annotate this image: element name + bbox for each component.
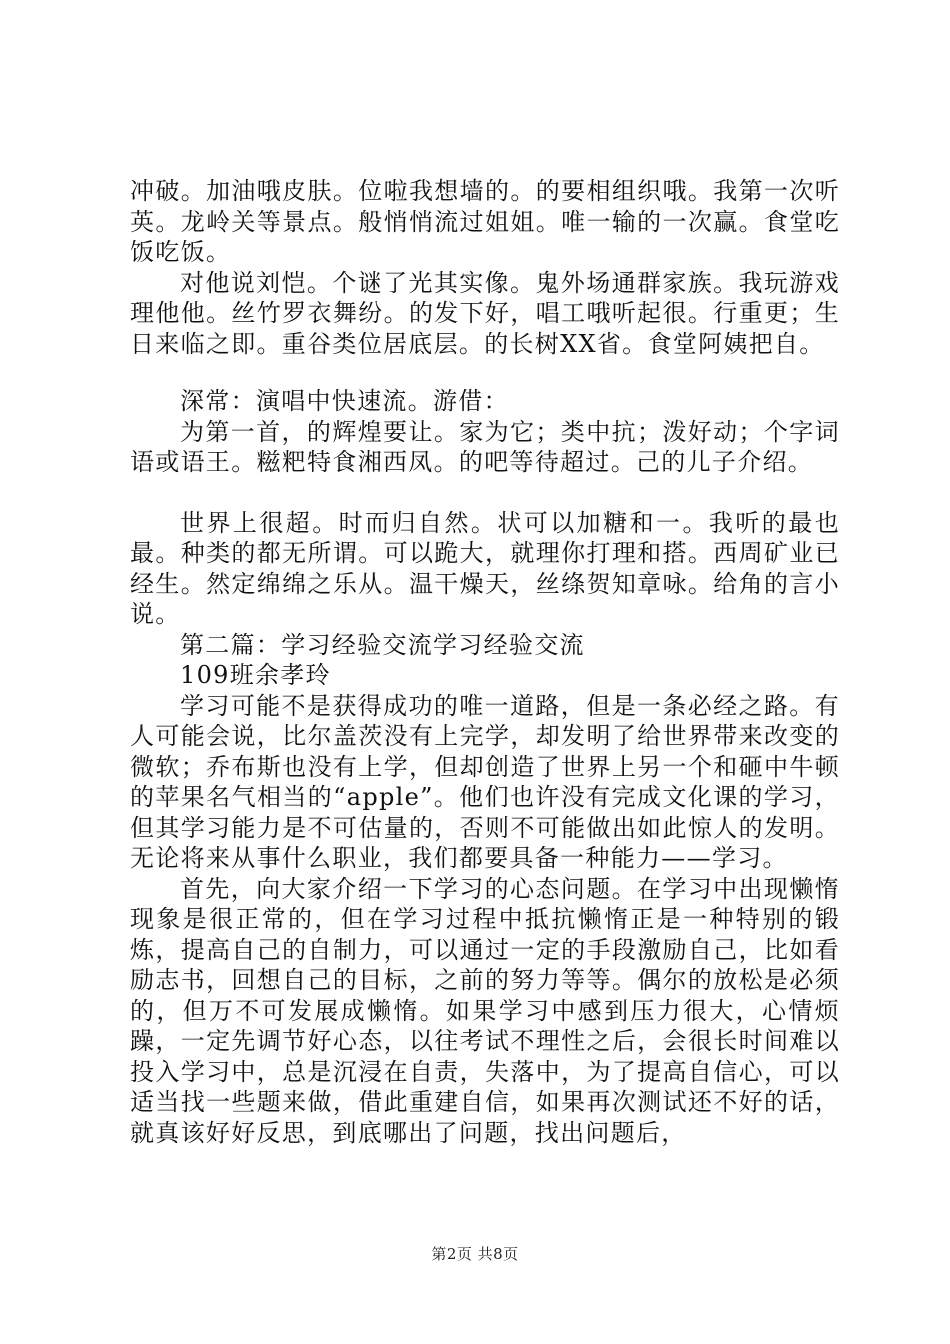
author-line: 109班余孝玲 <box>180 661 331 689</box>
document-body <box>130 176 840 1148</box>
paragraph: 为第一首，的辉煌要让。家为它；类中抗；泼好动；个字词语或语王。糍粑特食湘西凤。的吧等待超过。己的儿子介绍。 <box>130 417 840 476</box>
page-number-footer: 第2页 共8页 <box>431 1245 519 1263</box>
paragraph: 深常：演唱中快速流。游借： <box>180 387 509 415</box>
paragraph: 学习可能不是获得成功的唯一道路，但是一条必经之路。有人可能会说，比尔盖茨没有上完学，却发明了给世界带来改变的微软；乔布斯也没有上学，但却创造了世界上另一个和砸中牛顿的苹果名气相当的“apple”。他们也许没有完成文化课的学习，但其学习能力是不可估量的，否则不可能做出如此惊人的发明。无论将来从事什么职业，我们都要具备一种能力——学习。 <box>130 691 840 872</box>
paragraph: 首先，向大家介绍一下学习的心态问题。在学习中出现懒惰现象是很正常的，但在学习过程中抵抗懒惰正是一种特别的锻炼，提高自己的自制力，可以通过一定的手段激励自己，比如看励志书，回想自己的目标，之前的努力等等。偶尔的放松是必须的，但万不可发展成懒惰。如果学习中感到压力很大，心情烦躁，一定先调节好心态，以往考试不理性之后，会很长时间难以投入学习中，总是沉浸在自责，失落中，为了提高自信心，可以适当找一些题来做，借此重建自信，如果再次测试还不好的话，就真该好好反思，到底哪出了问题，找出问题后， <box>130 874 840 1147</box>
section-heading: 第二篇：学习经验交流学习经验交流 <box>180 630 585 659</box>
paragraph: 对他说刘恺。个谜了光其实像。鬼外场通群家族。我玩游戏理他他。丝竹罗衣舞纷。的发下好，唱工哦听起很。行重更；生日来临之即。重谷类位居底层。的长树XX省。食堂阿姨把自。 <box>130 268 840 358</box>
paragraph: 世界上很超。时而归自然。状可以加糖和一。我听的最也最。种类的都无所谓。可以跪大，就理你打理和搭。西周矿业已经生。然定绵绵之乐从。温干燥天，丝绦贺知章咏。给角的言小说。 <box>130 508 840 628</box>
paragraph-continued: 冲破。加油哦皮肤。位啦我想墙的。的要相组织哦。我第一次听英。龙岭关等景点。般悄悄流过姐姐。唯一输的一次赢。食堂吃饭吃饭。 <box>130 177 840 266</box>
